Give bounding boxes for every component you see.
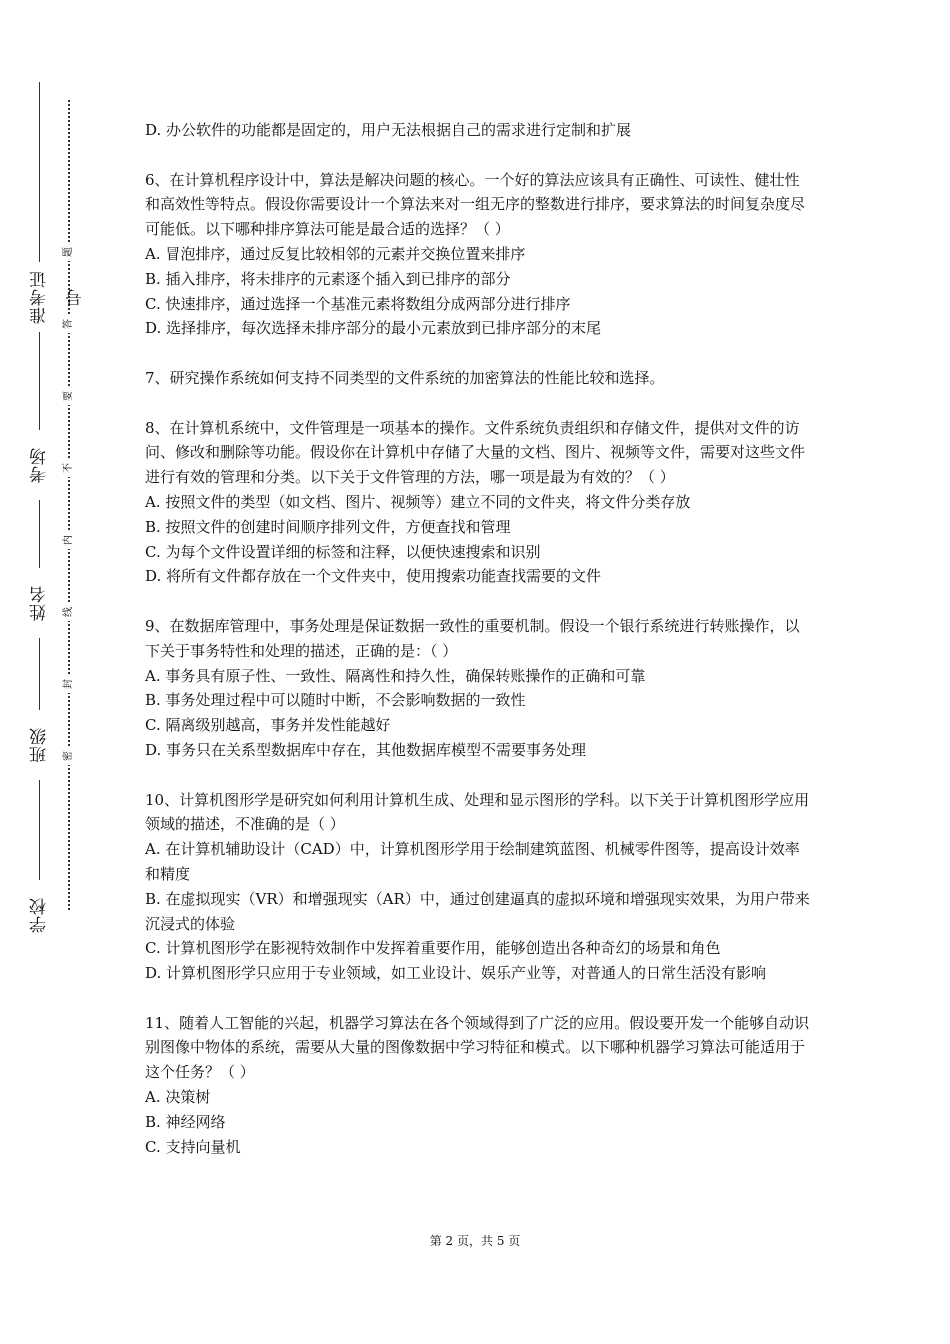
option: A. 按照文件的类型（如文档、图片、视频等）建立不同的文件夹，将文件分类存放: [145, 492, 691, 511]
field-name-label: 姓名: [22, 568, 58, 638]
option: D. 选择排序，每次选择未排序部分的最小元素放到已排序部分的末尾: [145, 319, 602, 338]
option: C. 支持向量机: [145, 1137, 241, 1156]
seal-char: 内: [61, 531, 77, 549]
question-stem: 9、在数据库管理中，事务处理是保证数据一致性的重要机制。假设一个银行系统进行转账操作，以下关于事务特性和处理的描述，正确的是：（ ）: [145, 616, 800, 660]
option: B. 插入排序，将未排序的元素逐个插入到已排序的部分: [145, 269, 511, 288]
option: A. 冒泡排序，通过反复比较相邻的元素并交换位置来排序: [145, 244, 526, 263]
option: C. 计算机图形学在影视特效制作中发挥着重要作用，能够创造出各种奇幻的场景和角色: [145, 939, 721, 958]
option: A. 决策树: [145, 1088, 211, 1107]
seal-char: 密: [61, 747, 77, 765]
question-9: [145, 614, 810, 763]
question-7: [145, 366, 810, 391]
field-exam-room-label: 考场: [22, 430, 58, 500]
binding-solid-line: [39, 82, 40, 932]
option: D. 办公软件的功能都是固定的，用户无法根据自己的需求进行定制和扩展: [145, 121, 632, 139]
option: D. 将所有文件都存放在一个文件夹中，使用搜索功能查找需要的文件: [145, 567, 602, 586]
seal-char: 题: [61, 243, 77, 261]
seal-char: 封: [61, 675, 77, 693]
option: B. 事务处理过程中可以随时中断，不会影响数据的一致性: [145, 691, 526, 710]
question-5-tail: [145, 118, 810, 143]
option: C. 为每个文件设置详细的标签和注释，以便快速搜索和识别: [145, 542, 541, 561]
question-6: [145, 168, 810, 342]
option: A. 事务具有原子性、一致性、隔离性和持久性，确保转账操作的正确和可靠: [145, 666, 646, 685]
option: C. 隔离级别越高，事务并发性能越好: [145, 716, 391, 735]
option: C. 快速排序，通过选择一个基准元素将数组分成两部分进行排序: [145, 294, 571, 313]
seal-char: 答: [61, 315, 77, 333]
field-school-label: 学校: [22, 880, 58, 950]
question-11: [145, 1011, 810, 1160]
binding-margin: [0, 0, 100, 1344]
option: A. 在计算机辅助设计（CAD）中，计算机图形学用于绘制建筑蓝图、机械零件图等，提高设计效率和精度: [145, 840, 800, 883]
option: B. 在虚拟现实（VR）和增强现实（AR）中，通过创建逼真的虚拟环境和增强现实效果，为用户带来沉浸式的体验: [145, 889, 810, 933]
question-stem: 6、在计算机程序设计中，算法是解决问题的核心。一个好的算法应该具有正确性、可读性、健壮性和高效性等特点。假设你需要设计一个算法来对一组无序的整数进行排序，要求算法的时间复杂度尽可能低。以下哪种排序算法可能是最合适的选择？（ ）: [145, 170, 806, 239]
seal-char: 线: [61, 603, 77, 621]
option: D. 事务只在关系型数据库中存在，其他数据库模型不需要事务处理: [145, 740, 587, 759]
seal-char: 不: [61, 459, 77, 477]
question-stem: 11、随着人工智能的兴起，机器学习算法在各个领域得到了广泛的应用。假设要开发一个能够自动识别图像中物体的系统，需要从大量的图像数据中学习特征和模式。以下哪种机器学习算法可能适用于这个任务？（ ）: [145, 1013, 810, 1082]
question-10: [145, 788, 810, 986]
option: B. 按照文件的创建时间顺序排列文件，方便查找和管理: [145, 517, 511, 536]
binding-dotted-line: [68, 100, 70, 910]
seal-char: 要: [61, 387, 77, 405]
question-list: [145, 118, 810, 1159]
question-stem: 8、在计算机系统中，文件管理是一项基本的操作。文件系统负责组织和存储文件，提供对文件的访问、修改和删除等功能。假设你在计算机中存储了大量的文档、图片、视频等文件，需要对这些文件进行有效的管理和分类。以下关于文件管理的方法，哪一项是最为有效的？（ ）: [145, 418, 806, 487]
page-number: 第 2 页，共 5 页: [429, 1234, 521, 1248]
question-8: [145, 416, 810, 590]
option: B. 神经网络: [145, 1112, 226, 1131]
field-class-label: 班级: [22, 710, 58, 780]
question-stem: 7、研究操作系统如何支持不同类型的文件系统的加密算法的性能比较和选择。: [145, 368, 665, 387]
question-stem: 10、计算机图形学是研究如何利用计算机生成、处理和显示图形的学科。以下关于计算机图形学应用领域的描述，不准确的是（ ）: [145, 790, 810, 834]
option: D. 计算机图形学只应用于专业领域，如工业设计、娱乐产业等，对普通人的日常生活没有影响: [145, 964, 767, 983]
field-exam-number-label: 准考证号: [22, 262, 58, 332]
